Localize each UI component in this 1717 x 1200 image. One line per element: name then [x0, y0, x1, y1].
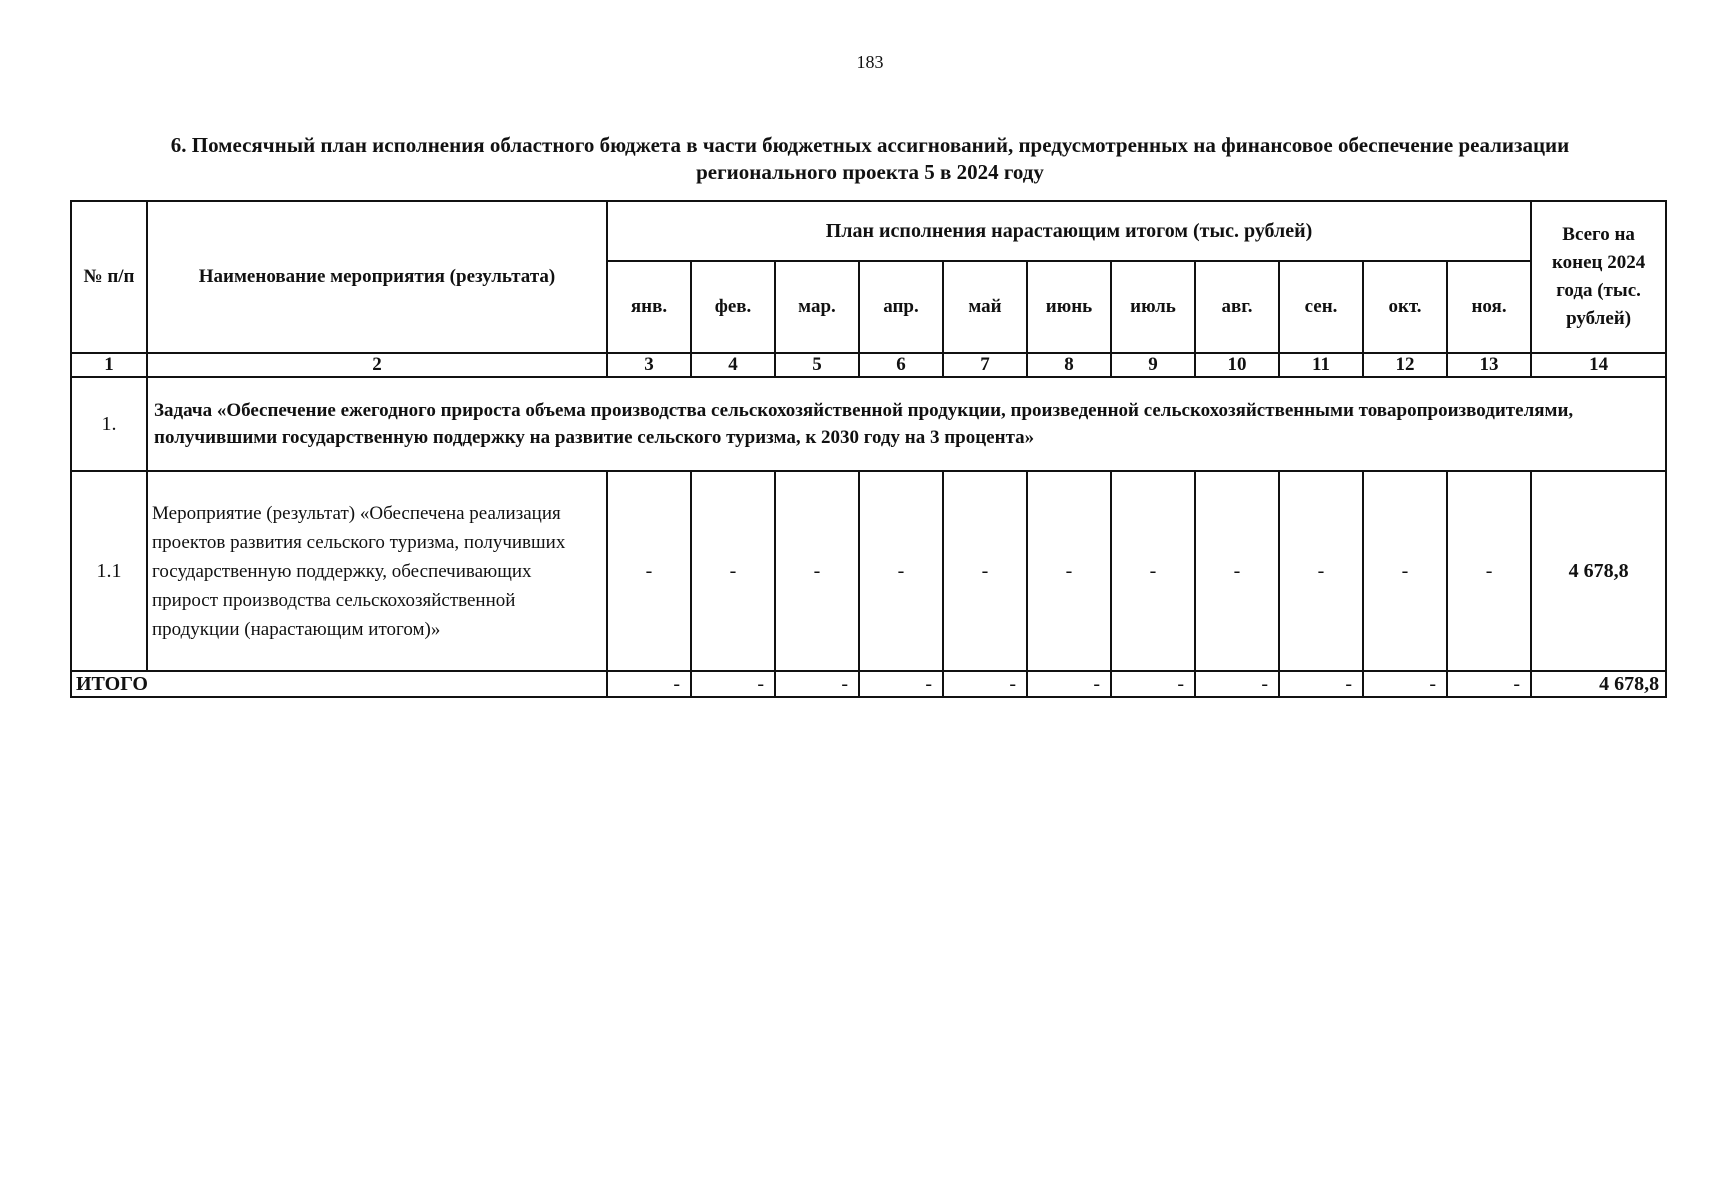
header-total: Всего на конец 2024 года (тыс. рублей): [1531, 201, 1666, 353]
header-month: май: [943, 261, 1027, 353]
measure-month-value: -: [1111, 471, 1195, 671]
page-number: 183: [856, 52, 884, 72]
measure-total-value: 4 678,8: [1531, 471, 1666, 671]
column-number: 14: [1531, 353, 1666, 377]
document-title-line1: 6. Помесячный план исполнения областного бюджета в части бюджетных ассигнований, предусмотренных на финансовое обеспечение реализации: [170, 133, 1570, 157]
header-month: фев.: [691, 261, 775, 353]
measure-month-value: -: [1447, 471, 1531, 671]
column-number: 11: [1279, 353, 1363, 377]
grand-total-label: ИТОГО: [71, 671, 607, 697]
task-index: 1.: [71, 377, 147, 471]
header-measure-name: Наименование мероприятия (результата): [147, 201, 607, 353]
measure-row: [71, 471, 1666, 671]
grand-total-value: 4 678,8: [1531, 671, 1666, 697]
measure-month-value: -: [691, 471, 775, 671]
measure-month-value: -: [775, 471, 859, 671]
document-title: [80, 132, 1660, 186]
column-number: 4: [691, 353, 775, 377]
column-number-row: [71, 353, 1666, 377]
column-number: 7: [943, 353, 1027, 377]
header-month: авг.: [1195, 261, 1279, 353]
measure-month-value: -: [1027, 471, 1111, 671]
grand-total-month-value: -: [775, 671, 859, 697]
column-number: 9: [1111, 353, 1195, 377]
header-month: ноя.: [1447, 261, 1531, 353]
column-number: 5: [775, 353, 859, 377]
header-month: апр.: [859, 261, 943, 353]
header-month: мар.: [775, 261, 859, 353]
measure-text: Мероприятие (результат) «Обеспечена реализация проектов развития сельского туризма, получивших государственную поддержку, обеспечивающих прирост производства сельскохозяйственной продукции (нарастающим итогом)»: [147, 471, 607, 671]
column-number: 3: [607, 353, 691, 377]
header-month: июнь: [1027, 261, 1111, 353]
header-plan-group: План исполнения нарастающим итогом (тыс. рублей): [607, 201, 1531, 261]
grand-total-month-value: -: [1447, 671, 1531, 697]
column-number: 1: [71, 353, 147, 377]
column-number: 10: [1195, 353, 1279, 377]
header-month: янв.: [607, 261, 691, 353]
measure-month-value: -: [1195, 471, 1279, 671]
task-row: [71, 377, 1666, 471]
measure-month-value: -: [1363, 471, 1447, 671]
header-month: окт.: [1363, 261, 1447, 353]
budget-plan-table: [70, 200, 1667, 698]
grand-total-month-value: -: [1027, 671, 1111, 697]
grand-total-month-value: -: [1111, 671, 1195, 697]
grand-total-month-value: -: [691, 671, 775, 697]
column-number: 2: [147, 353, 607, 377]
grand-total-month-value: -: [943, 671, 1027, 697]
grand-total-month-value: -: [1279, 671, 1363, 697]
column-number: 13: [1447, 353, 1531, 377]
header-month: июль: [1111, 261, 1195, 353]
document-title-line2: регионального проекта 5 в 2024 году: [696, 160, 1044, 184]
task-text: Задача «Обеспечение ежегодного прироста объема производства сельскохозяйственной продукции, произведенной сельскохозяйственными товаропроизводителями, получившими государственную поддержку на развитие сельского туризма, к 2030 году на 3 процента»: [147, 377, 1666, 471]
measure-index: 1.1: [71, 471, 147, 671]
grand-total-month-value: -: [859, 671, 943, 697]
column-number: 12: [1363, 353, 1447, 377]
measure-month-value: -: [859, 471, 943, 671]
header-month: сен.: [1279, 261, 1363, 353]
grand-total-row: [71, 671, 1666, 697]
header-number: № п/п: [71, 201, 147, 353]
column-number: 8: [1027, 353, 1111, 377]
measure-month-value: -: [607, 471, 691, 671]
grand-total-month-value: -: [1195, 671, 1279, 697]
column-number: 6: [859, 353, 943, 377]
grand-total-month-value: -: [1363, 671, 1447, 697]
grand-total-month-value: -: [607, 671, 691, 697]
measure-month-value: -: [1279, 471, 1363, 671]
measure-month-value: -: [943, 471, 1027, 671]
